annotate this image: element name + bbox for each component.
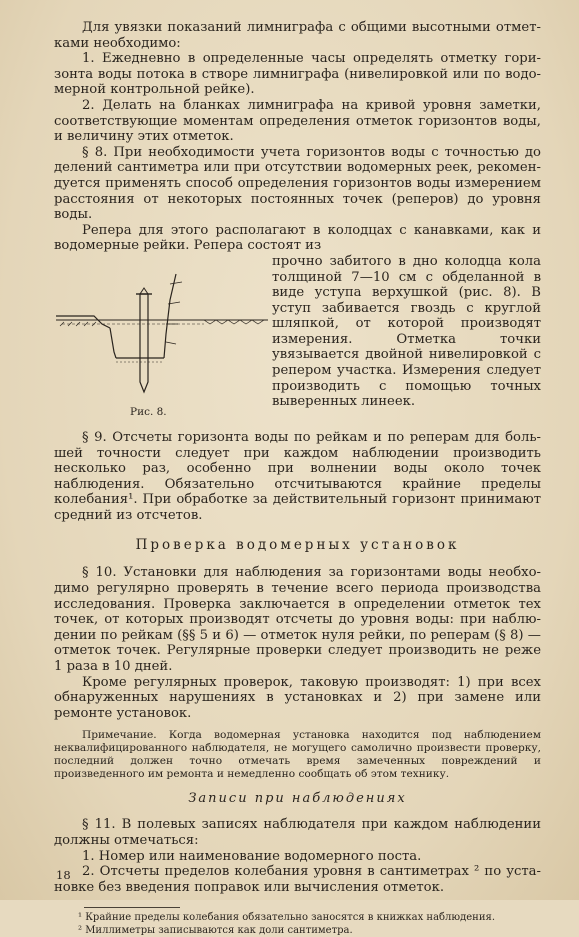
figure-8 bbox=[54, 254, 272, 430]
section-10-note: Примечание. Когда водомерная установка находится под наблюдением неквалифицированного наблюдателя, не могущего самолично произвести проверку, последний должен точно отмечать время замеченных повреждений и произведенного им ремонта и немедленно сообщать об этом технику. bbox=[54, 729, 541, 781]
section-heading-records: Записи при наблюдениях bbox=[188, 791, 407, 807]
footnote-2: ² Миллиметры записываются как доли сантиметра. bbox=[78, 924, 353, 936]
section-10-paragraph-1: § 10. Установки для наблюдения за горизонтами воды необходимо регулярно проверять в течение всего периода производства исследования. Проверка заключается в определении отметок тех точек, от которых производят отсчеты до уровня воды: при наблюдении по рейкам (§§ 5 и 6) — отметок нуля рейки, по реперам (§ 8) — отметок точек. Регулярные проверки следует производить не реже 1 раза в 10 дней. bbox=[54, 565, 541, 675]
section-8-paragraph-3: прочно забитого в дно колодца кола толщиной 7—10 см с обделанной в виде уступа верхушкой (рис. 8). В уступ забивается гвоздь с круглой шляпкой, от которой производят измерения. Отметка точки увязывается двойной нивелировкой с репером участка. Измерения следует производить с помощью точных выверенных линеек. bbox=[272, 253, 541, 410]
section-8-paragraph-2: Репера для этого располагают в колодцах с канавками, как и водомерные рейки. Репера состоят из bbox=[54, 222, 541, 254]
note-block bbox=[54, 729, 541, 781]
section-9-paragraph: § 9. Отсчеты горизонта воды по рейкам и по реперам для большей точности следует при каждом наблюдении производить несколько раз, особенно при волнении воды около точек наблюдения. Обязательно отсчитываются крайние пределы колебания¹. При обработке за действительный горизонт принимают средний из отсчетов. bbox=[54, 429, 541, 523]
section-11-paragraph: § 11. В полевых записях наблюдателя при каждом наблюдении должны отмечаться: bbox=[54, 817, 541, 848]
figure-caption: Рис. 8. bbox=[130, 405, 167, 418]
intro-item-1: 1. Ежедневно в определенные часы определять отметку горизонта воды потока в створе лимниграфа (нивелировкой или по водомерной контрольной рейке). bbox=[54, 51, 541, 98]
section-8-paragraph-1: § 8. При необходимости учета горизонтов воды с точностью до делений сантиметра или при отсутствии водомерных реек, рекомендуется применять способ определения горизонтов воды измерением расстояния от некоторых постоянных точек (реперов) до уровня воды. bbox=[54, 144, 541, 223]
figure-side-text bbox=[272, 254, 541, 430]
footnote-1: ¹ Крайние пределы колебания обязательно заносятся в книжках наблюдения. bbox=[78, 912, 495, 924]
section-heading-checks: Проверка водомерных установок bbox=[135, 537, 460, 554]
footnote-divider bbox=[84, 907, 180, 908]
section-11-item-2: 2. Отсчеты пределов колебания уровня в сантиметрах ² по установке без введения поправок или вычисления отметок. bbox=[54, 864, 541, 895]
intro-lead: Для увязки показаний лимниграфа с общими высотными отметками необходимо: bbox=[54, 20, 541, 51]
section-11-item-1: 1. Номер или наименование водомерного поста. bbox=[82, 848, 422, 864]
benchmark-stake-drawing bbox=[54, 254, 272, 404]
page-number: 18 bbox=[56, 868, 71, 882]
figure-with-text bbox=[54, 254, 541, 430]
footnotes bbox=[54, 912, 541, 937]
section-10-paragraph-2: Кроме регулярных проверок, таковую производят: 1) при всех обнаруженных нарушениях в установках и 2) при замене или ремонте установок. bbox=[54, 674, 541, 721]
intro-item-2: 2. Делать на бланках лимниграфа на кривой уровня заметки, соответствующие моментам определения отметок горизонтов воды, и величину этих отметок. bbox=[54, 97, 541, 145]
